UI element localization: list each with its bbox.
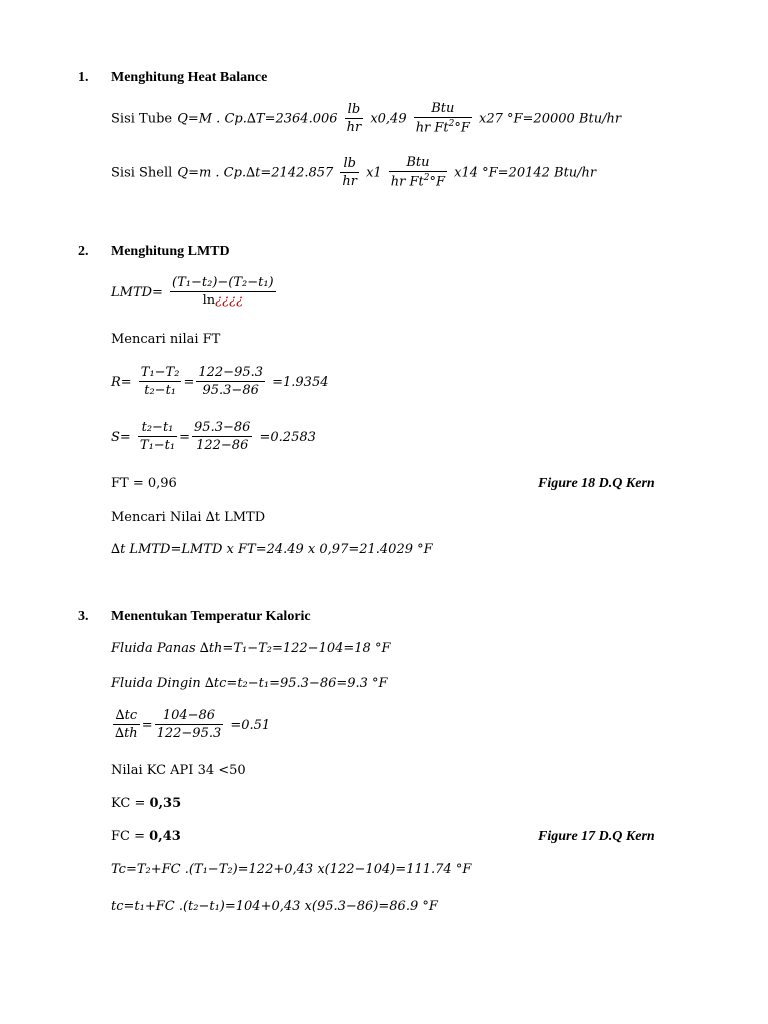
ratio-equation: $\frac{\Delta tc}{\Delta th}$ = $\frac{104-86}{122-95.3}$ =0.51	[115, 708, 271, 741]
r-equation: R= $\frac{\text{T₁−T₂}}{\text{t₂−t₁}}$ = $\frac{122-95.3}{95.3-86}$ =1.9354	[111, 365, 329, 398]
btu-den-sup: 2	[448, 119, 455, 129]
kc-value: 0,35	[149, 796, 182, 811]
fc-value: 0,43	[149, 829, 181, 844]
s-numeric-fraction	[192, 420, 252, 453]
ratio-symbolic-fraction	[113, 708, 140, 741]
s-den: T₁−t₁	[139, 438, 176, 453]
ft-figure-reference: Figure 18 D.Q Kern	[538, 476, 655, 491]
cold-fluid-equation: Fluida Dingin ∆tc=t₂−t₁=95.3−86=9.3 °F	[111, 676, 388, 691]
fc-label: FC =	[111, 829, 150, 844]
s-num: t₂−t₁	[141, 420, 174, 435]
ratio-num-values: 104−86	[162, 708, 216, 723]
section-number-1: 1.	[78, 70, 89, 85]
btu-unit: Btu	[406, 155, 430, 170]
r-den: t₂−t₁	[139, 381, 182, 398]
shell-mid: x1	[366, 165, 382, 181]
hr-unit: hr	[346, 119, 362, 135]
kc-intro: Nilai KC API 34 <50	[111, 763, 246, 778]
tube-side-equation	[111, 101, 621, 135]
tube-lhs: Q=M . Cp.∆T=2364.006	[177, 111, 338, 127]
ratio-result: =0.51	[230, 718, 271, 733]
shell-side-label: Sisi Shell	[111, 165, 173, 181]
fc-line	[111, 829, 181, 844]
cp-unit-fraction	[389, 155, 447, 189]
hot-fluid-equation: Fluida Panas ∆th=T₁−T₂=122−104=18 °F	[111, 641, 391, 656]
s-equation: S= $\frac{\text{t₂−t₁}}{\text{T₁−t₁}}$ = $\frac{95.3-86}{122-86}$ =0.2583	[111, 420, 316, 453]
btu-den-text: hr Ft	[415, 120, 449, 136]
lb-per-hr-fraction	[340, 156, 359, 189]
tube-rhs: x27 °F=20000 Btu/hr	[479, 111, 622, 127]
s-den-values: 122−86	[192, 436, 252, 453]
formula-error-glyphs: ¿¿¿¿	[215, 293, 244, 308]
section-number-3: 3.	[78, 609, 89, 624]
tc-hot-equation: Tc=T₂+FC .(T₁−T₂)=122+0,43 x(122−104)=111.74 °F	[111, 862, 472, 877]
btu-denominator	[389, 171, 447, 189]
ft-value: FT = 0,96	[111, 476, 177, 491]
lmtd-equation	[111, 275, 278, 308]
ratio-den: ∆th	[115, 726, 138, 741]
r-result: =1.9354	[272, 375, 329, 390]
shell-rhs: x14 °F=20142 Btu/hr	[454, 165, 597, 181]
s-symbolic-fraction	[138, 420, 177, 453]
delta-t-lmtd-formula: ∆t LMTD=LMTD x FT=24.49 x 0,97=21.4029 °F	[111, 542, 433, 557]
r-symbolic-fraction	[139, 365, 182, 398]
kc-line	[111, 796, 181, 811]
tube-side-label: Sisi Tube	[111, 111, 173, 127]
lmtd-numerator: (T₁−t₂)−(T₂−t₁)	[172, 275, 274, 290]
btu-den-tail: °F	[429, 174, 446, 190]
btu-denominator	[414, 117, 472, 135]
hr-unit: hr	[342, 173, 357, 189]
kc-label: KC =	[111, 796, 150, 811]
lb-per-hr-fraction	[345, 102, 364, 135]
btu-den-sup: 2	[423, 173, 430, 183]
ln-label: ln	[202, 293, 216, 308]
section-number-2: 2.	[78, 244, 89, 259]
lmtd-lhs: LMTD=	[111, 285, 163, 300]
btu-den-tail: °F	[454, 120, 470, 136]
r-lhs: R=	[111, 375, 132, 390]
btu-den-text: hr Ft	[390, 174, 424, 190]
lmtd-denominator	[170, 291, 276, 308]
lb-unit: lb	[343, 155, 356, 171]
lb-unit: lb	[347, 101, 361, 117]
cp-unit-fraction	[414, 101, 472, 135]
ratio-num: ∆tc	[115, 708, 138, 723]
delta-t-intro: Mencari Nilai ∆t LMTD	[111, 510, 266, 525]
r-num: T₁−T₂	[140, 365, 180, 380]
s-lhs: S=	[111, 430, 131, 445]
section-title-caloric: Menentukan Temperatur Kaloric	[111, 609, 311, 624]
lmtd-fraction	[170, 275, 276, 308]
ratio-numeric-fraction	[155, 708, 224, 741]
shell-side-equation	[111, 155, 596, 189]
section-title-lmtd: Menghitung LMTD	[111, 244, 230, 259]
s-num-values: 95.3−86	[194, 420, 251, 435]
r-num-values: 122−95.3	[198, 365, 264, 380]
ft-intro: Mencari nilai FT	[111, 332, 221, 347]
tc-cold-equation: tc=t₁+FC .(t₂−t₁)=104+0,43 x(95.3−86)=86.9 °F	[111, 899, 438, 914]
ratio-den-values: 122−95.3	[156, 726, 222, 741]
fc-figure-reference: Figure 17 D.Q Kern	[538, 829, 655, 844]
shell-lhs: Q=m . Cp.∆t=2142.857	[177, 165, 334, 181]
tube-mid: x0,49	[370, 111, 407, 127]
r-den-values: 95.3−86	[196, 381, 265, 398]
r-numeric-fraction	[196, 365, 265, 398]
btu-unit: Btu	[431, 101, 455, 116]
section-title-heat-balance: Menghitung Heat Balance	[111, 70, 268, 85]
s-result: =0.2583	[259, 430, 316, 445]
